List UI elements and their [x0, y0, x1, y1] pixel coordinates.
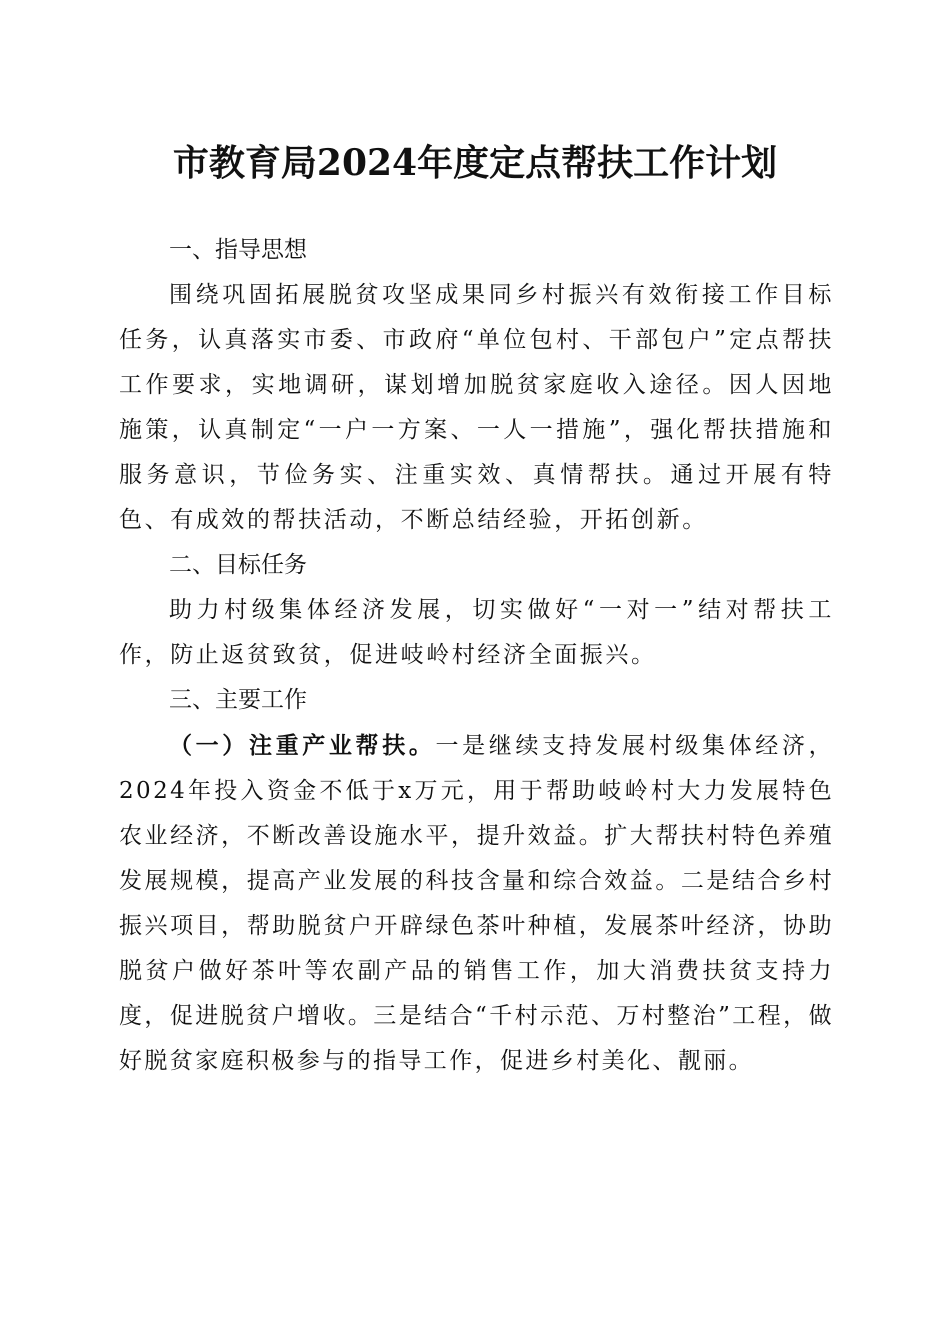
section-heading-goals: 二、目标任务 — [169, 552, 307, 578]
document-title: 市教育局2024年度定点帮扶工作计划 — [172, 142, 778, 184]
subsection-text-industry-support: 一是继续支持发展村级集体经济，2024年投入资金不低于x万元，用于帮助岐岭村大力发展特色农业经济，不断改善设施水平，提升效益。扩大帮扶村特色养殖发展规模，提高产业发展的科技含量和综合效益。二是结合乡村振兴项目，帮助脱贫户开辟绿色茶叶种植，发展茶叶经济，协助脱贫户做好茶叶等农副产品的销售工作，加大消费扶贫支持力度，促进脱贫户增收。三是结合“千村示范、万村整治”工程，做好脱贫家庭积极参与的指导工作，促进乡村美化、靓丽。 — [119, 733, 834, 1074]
section-paragraph-guiding-thought: 围绕巩固拓展脱贫攻坚成果同乡村振兴有效衔接工作目标任务，认真落实市委、市政府“单位包村、干部包户”定点帮扶工作要求，实地调研，谋划增加脱贫家庭收入途径。因人因地施策，认真制定“一户一方案、一人一措施”，强化帮扶措施和服务意识，节俭务实、注重实效、真情帮扶。通过开展有特色、有成效的帮扶活动，不断总结经验，开拓创新。 — [119, 282, 834, 533]
section-heading-guiding-thought: 一、指导思想 — [169, 237, 307, 263]
subsection-lead-industry-support: （一）注重产业帮扶。 — [169, 732, 436, 759]
document-body — [119, 228, 834, 1084]
section-paragraph-goals: 助力村级集体经济发展，切实做好“一对一”结对帮扶工作，防止返贫致贫，促进岐岭村经济全面振兴。 — [119, 597, 834, 668]
section-heading-main-work: 三、主要工作 — [169, 687, 307, 713]
section-paragraph-industry-support — [119, 723, 834, 1084]
